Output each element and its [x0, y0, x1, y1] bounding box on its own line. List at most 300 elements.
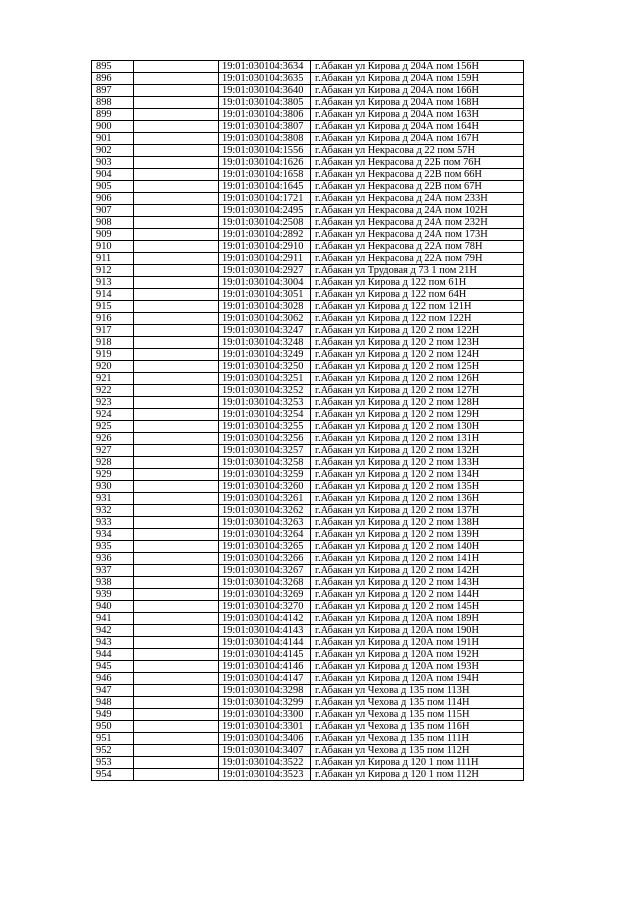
cadastral-number-cell: 19:01:030104:1626	[219, 157, 311, 169]
cadastral-number-cell: 19:01:030104:3263	[219, 517, 311, 529]
table-row	[92, 373, 524, 385]
cadastral-number-cell: 19:01:030104:3808	[219, 133, 311, 145]
row-number-cell: 925	[92, 421, 134, 433]
cadastral-number-cell: 19:01:030104:3248	[219, 337, 311, 349]
empty-cell	[134, 157, 219, 169]
empty-cell	[134, 745, 219, 757]
address-cell: г.Абакан ул Кирова д 120 2 пом 122Н	[311, 325, 524, 337]
row-number-cell: 922	[92, 385, 134, 397]
address-cell: г.Абакан ул Некрасова д 24А пом 173Н	[311, 229, 524, 241]
row-number-cell: 906	[92, 193, 134, 205]
row-number-cell: 952	[92, 745, 134, 757]
empty-cell	[134, 205, 219, 217]
address-cell: г.Абакан ул Чехова д 135 пом 113Н	[311, 685, 524, 697]
cadastral-number-cell: 19:01:030104:3004	[219, 277, 311, 289]
cadastral-number-cell: 19:01:030104:3267	[219, 565, 311, 577]
address-cell: г.Абакан ул Кирова д 120А пом 192Н	[311, 649, 524, 661]
cadastral-number-cell: 19:01:030104:3264	[219, 529, 311, 541]
row-number-cell: 941	[92, 613, 134, 625]
cadastral-number-cell: 19:01:030104:3270	[219, 601, 311, 613]
address-cell: г.Абакан ул Кирова д 120 2 пом 140Н	[311, 541, 524, 553]
row-number-cell: 935	[92, 541, 134, 553]
row-number-cell: 950	[92, 721, 134, 733]
row-number-cell: 899	[92, 109, 134, 121]
cadastral-number-cell: 19:01:030104:3253	[219, 397, 311, 409]
cadastral-number-cell: 19:01:030104:3258	[219, 457, 311, 469]
row-number-cell: 954	[92, 769, 134, 781]
cadastral-number-cell: 19:01:030104:2911	[219, 253, 311, 265]
table-row	[92, 361, 524, 373]
empty-cell	[134, 769, 219, 781]
row-number-cell: 914	[92, 289, 134, 301]
address-cell: г.Абакан ул Кирова д 120 2 пом 128Н	[311, 397, 524, 409]
address-cell: г.Абакан ул Кирова д 120 2 пом 143Н	[311, 577, 524, 589]
address-cell: г.Абакан ул Некрасова д 22Б пом 76Н	[311, 157, 524, 169]
cadastral-number-cell: 19:01:030104:3266	[219, 553, 311, 565]
cadastral-number-cell: 19:01:030104:2508	[219, 217, 311, 229]
row-number-cell: 930	[92, 481, 134, 493]
row-number-cell: 915	[92, 301, 134, 313]
table-row	[92, 685, 524, 697]
address-cell: г.Абакан ул Некрасова д 24А пом 102Н	[311, 205, 524, 217]
address-cell: г.Абакан ул Кирова д 122 пом 121Н	[311, 301, 524, 313]
empty-cell	[134, 661, 219, 673]
table-row	[92, 241, 524, 253]
table-row	[92, 301, 524, 313]
empty-cell	[134, 493, 219, 505]
address-cell: г.Абакан ул Чехова д 135 пом 116Н	[311, 721, 524, 733]
row-number-cell: 920	[92, 361, 134, 373]
address-cell: г.Абакан ул Кирова д 120 2 пом 139Н	[311, 529, 524, 541]
cadastral-number-cell: 19:01:030104:3807	[219, 121, 311, 133]
empty-cell	[134, 553, 219, 565]
empty-cell	[134, 457, 219, 469]
row-number-cell: 926	[92, 433, 134, 445]
address-cell: г.Абакан ул Некрасова д 22А пом 78Н	[311, 241, 524, 253]
row-number-cell: 905	[92, 181, 134, 193]
cadastral-number-cell: 19:01:030104:3634	[219, 61, 311, 73]
address-cell: г.Абакан ул Кирова д 120 2 пом 131Н	[311, 433, 524, 445]
row-number-cell: 903	[92, 157, 134, 169]
table-row	[92, 109, 524, 121]
address-cell: г.Абакан ул Кирова д 120 2 пом 136Н	[311, 493, 524, 505]
empty-cell	[134, 61, 219, 73]
table-row	[92, 217, 524, 229]
row-number-cell: 904	[92, 169, 134, 181]
row-number-cell: 921	[92, 373, 134, 385]
cadastral-number-cell: 19:01:030104:4144	[219, 637, 311, 649]
empty-cell	[134, 373, 219, 385]
empty-cell	[134, 637, 219, 649]
cadastral-number-cell: 19:01:030104:3247	[219, 325, 311, 337]
cadastral-number-cell: 19:01:030104:3028	[219, 301, 311, 313]
table-row	[92, 397, 524, 409]
empty-cell	[134, 325, 219, 337]
empty-cell	[134, 445, 219, 457]
empty-cell	[134, 145, 219, 157]
address-cell: г.Абакан ул Кирова д 204А пом 159Н	[311, 73, 524, 85]
row-number-cell: 933	[92, 517, 134, 529]
address-cell: г.Абакан ул Чехова д 135 пом 115Н	[311, 709, 524, 721]
empty-cell	[134, 673, 219, 685]
row-number-cell: 916	[92, 313, 134, 325]
address-cell: г.Абакан ул Некрасова д 24А пом 233Н	[311, 193, 524, 205]
address-cell: г.Абакан ул Кирова д 120 2 пом 132Н	[311, 445, 524, 457]
address-cell: г.Абакан ул Некрасова д 24А пом 232Н	[311, 217, 524, 229]
address-cell: г.Абакан ул Кирова д 120 2 пом 125Н	[311, 361, 524, 373]
row-number-cell: 913	[92, 277, 134, 289]
table-row	[92, 637, 524, 649]
table-row	[92, 85, 524, 97]
address-cell: г.Абакан ул Трудовая д 73 1 пом 21Н	[311, 265, 524, 277]
row-number-cell: 902	[92, 145, 134, 157]
table-row	[92, 169, 524, 181]
table-row	[92, 565, 524, 577]
cadastral-number-cell: 19:01:030104:3301	[219, 721, 311, 733]
cadastral-number-cell: 19:01:030104:3299	[219, 697, 311, 709]
address-cell: г.Абакан ул Кирова д 204А пом 163Н	[311, 109, 524, 121]
address-cell: г.Абакан ул Кирова д 120 1 пом 111Н	[311, 757, 524, 769]
address-cell: г.Абакан ул Кирова д 204А пом 168Н	[311, 97, 524, 109]
cadastral-number-cell: 19:01:030104:3269	[219, 589, 311, 601]
empty-cell	[134, 253, 219, 265]
empty-cell	[134, 385, 219, 397]
table-row	[92, 277, 524, 289]
table-row	[92, 181, 524, 193]
row-number-cell: 929	[92, 469, 134, 481]
address-cell: г.Абакан ул Кирова д 120 2 пом 129Н	[311, 409, 524, 421]
table-row	[92, 733, 524, 745]
row-number-cell: 896	[92, 73, 134, 85]
row-number-cell: 908	[92, 217, 134, 229]
address-cell: г.Абакан ул Кирова д 120 2 пом 130Н	[311, 421, 524, 433]
table-row	[92, 625, 524, 637]
row-number-cell: 939	[92, 589, 134, 601]
table-row	[92, 469, 524, 481]
empty-cell	[134, 265, 219, 277]
row-number-cell: 953	[92, 757, 134, 769]
empty-cell	[134, 85, 219, 97]
table-row	[92, 517, 524, 529]
row-number-cell: 898	[92, 97, 134, 109]
empty-cell	[134, 217, 219, 229]
empty-cell	[134, 133, 219, 145]
cadastral-number-cell: 19:01:030104:3256	[219, 433, 311, 445]
address-cell: г.Абакан ул Кирова д 120 2 пом 144Н	[311, 589, 524, 601]
table-row	[92, 121, 524, 133]
table-row	[92, 745, 524, 757]
cadastral-number-cell: 19:01:030104:3255	[219, 421, 311, 433]
address-cell: г.Абакан ул Некрасова д 22В пом 66Н	[311, 169, 524, 181]
address-cell: г.Абакан ул Кирова д 120А пом 193Н	[311, 661, 524, 673]
empty-cell	[134, 277, 219, 289]
row-number-cell: 919	[92, 349, 134, 361]
address-cell: г.Абакан ул Кирова д 204А пом 167Н	[311, 133, 524, 145]
empty-cell	[134, 409, 219, 421]
address-cell: г.Абакан ул Кирова д 120 2 пом 124Н	[311, 349, 524, 361]
property-table	[91, 60, 524, 781]
empty-cell	[134, 697, 219, 709]
table-row	[92, 73, 524, 85]
address-cell: г.Абакан ул Чехова д 135 пом 111Н	[311, 733, 524, 745]
empty-cell	[134, 649, 219, 661]
table-row	[92, 205, 524, 217]
cadastral-number-cell: 19:01:030104:3522	[219, 757, 311, 769]
address-cell: г.Абакан ул Кирова д 120 2 пом 127Н	[311, 385, 524, 397]
table-row	[92, 613, 524, 625]
row-number-cell: 928	[92, 457, 134, 469]
cadastral-number-cell: 19:01:030104:3260	[219, 481, 311, 493]
address-cell: г.Абакан ул Кирова д 120 1 пом 112Н	[311, 769, 524, 781]
address-cell: г.Абакан ул Кирова д 120А пом 191Н	[311, 637, 524, 649]
cadastral-number-cell: 19:01:030104:3407	[219, 745, 311, 757]
address-cell: г.Абакан ул Чехова д 135 пом 114Н	[311, 697, 524, 709]
empty-cell	[134, 541, 219, 553]
row-number-cell: 911	[92, 253, 134, 265]
table-row	[92, 157, 524, 169]
address-cell: г.Абакан ул Некрасова д 22 пом 57Н	[311, 145, 524, 157]
table-row	[92, 493, 524, 505]
row-number-cell: 948	[92, 697, 134, 709]
empty-cell	[134, 589, 219, 601]
table-row	[92, 481, 524, 493]
empty-cell	[134, 565, 219, 577]
table-row	[92, 265, 524, 277]
cadastral-number-cell: 19:01:030104:3635	[219, 73, 311, 85]
address-cell: г.Абакан ул Кирова д 122 пом 122Н	[311, 313, 524, 325]
address-cell: г.Абакан ул Кирова д 120 2 пом 123Н	[311, 337, 524, 349]
cadastral-number-cell: 19:01:030104:3640	[219, 85, 311, 97]
empty-cell	[134, 97, 219, 109]
cadastral-number-cell: 19:01:030104:2910	[219, 241, 311, 253]
row-number-cell: 927	[92, 445, 134, 457]
cadastral-number-cell: 19:01:030104:3806	[219, 109, 311, 121]
row-number-cell: 923	[92, 397, 134, 409]
empty-cell	[134, 289, 219, 301]
address-cell: г.Абакан ул Некрасова д 22А пом 79Н	[311, 253, 524, 265]
empty-cell	[134, 361, 219, 373]
row-number-cell: 945	[92, 661, 134, 673]
row-number-cell: 907	[92, 205, 134, 217]
row-number-cell: 901	[92, 133, 134, 145]
row-number-cell: 912	[92, 265, 134, 277]
address-cell: г.Абакан ул Кирова д 204А пом 166Н	[311, 85, 524, 97]
address-cell: г.Абакан ул Чехова д 135 пом 112Н	[311, 745, 524, 757]
cadastral-number-cell: 19:01:030104:2927	[219, 265, 311, 277]
empty-cell	[134, 397, 219, 409]
cadastral-number-cell: 19:01:030104:3254	[219, 409, 311, 421]
cadastral-number-cell: 19:01:030104:2892	[219, 229, 311, 241]
cadastral-number-cell: 19:01:030104:3523	[219, 769, 311, 781]
address-cell: г.Абакан ул Кирова д 204А пом 156Н	[311, 61, 524, 73]
table-row	[92, 709, 524, 721]
address-cell: г.Абакан ул Кирова д 120 2 пом 142Н	[311, 565, 524, 577]
row-number-cell: 924	[92, 409, 134, 421]
empty-cell	[134, 121, 219, 133]
table-row	[92, 589, 524, 601]
table-row	[92, 649, 524, 661]
empty-cell	[134, 109, 219, 121]
address-cell: г.Абакан ул Кирова д 204А пом 164Н	[311, 121, 524, 133]
table-row	[92, 697, 524, 709]
table-row	[92, 577, 524, 589]
cadastral-number-cell: 19:01:030104:3252	[219, 385, 311, 397]
empty-cell	[134, 505, 219, 517]
cadastral-number-cell: 19:01:030104:3051	[219, 289, 311, 301]
table-row	[92, 337, 524, 349]
cadastral-number-cell: 19:01:030104:3257	[219, 445, 311, 457]
row-number-cell: 937	[92, 565, 134, 577]
table-row	[92, 61, 524, 73]
row-number-cell: 946	[92, 673, 134, 685]
cadastral-number-cell: 19:01:030104:3298	[219, 685, 311, 697]
empty-cell	[134, 229, 219, 241]
cadastral-number-cell: 19:01:030104:1721	[219, 193, 311, 205]
cadastral-number-cell: 19:01:030104:3406	[219, 733, 311, 745]
empty-cell	[134, 181, 219, 193]
empty-cell	[134, 625, 219, 637]
property-table-body	[92, 61, 524, 781]
row-number-cell: 938	[92, 577, 134, 589]
row-number-cell: 931	[92, 493, 134, 505]
cadastral-number-cell: 19:01:030104:3261	[219, 493, 311, 505]
row-number-cell: 947	[92, 685, 134, 697]
table-row	[92, 505, 524, 517]
table-row	[92, 133, 524, 145]
row-number-cell: 934	[92, 529, 134, 541]
address-cell: г.Абакан ул Кирова д 120 2 пом 137Н	[311, 505, 524, 517]
table-row	[92, 553, 524, 565]
address-cell: г.Абакан ул Кирова д 120 2 пом 135Н	[311, 481, 524, 493]
empty-cell	[134, 613, 219, 625]
address-cell: г.Абакан ул Кирова д 122 пом 64Н	[311, 289, 524, 301]
table-row	[92, 193, 524, 205]
table-row	[92, 721, 524, 733]
cadastral-number-cell: 19:01:030104:1645	[219, 181, 311, 193]
row-number-cell: 909	[92, 229, 134, 241]
empty-cell	[134, 517, 219, 529]
table-row	[92, 289, 524, 301]
row-number-cell: 918	[92, 337, 134, 349]
table-row	[92, 673, 524, 685]
table-row	[92, 457, 524, 469]
cadastral-number-cell: 19:01:030104:3300	[219, 709, 311, 721]
table-row	[92, 145, 524, 157]
empty-cell	[134, 529, 219, 541]
address-cell: г.Абакан ул Кирова д 120А пом 189Н	[311, 613, 524, 625]
empty-cell	[134, 349, 219, 361]
address-cell: г.Абакан ул Кирова д 120 2 пом 141Н	[311, 553, 524, 565]
cadastral-number-cell: 19:01:030104:3265	[219, 541, 311, 553]
table-row	[92, 601, 524, 613]
row-number-cell: 951	[92, 733, 134, 745]
empty-cell	[134, 733, 219, 745]
row-number-cell: 936	[92, 553, 134, 565]
empty-cell	[134, 337, 219, 349]
cadastral-number-cell: 19:01:030104:1658	[219, 169, 311, 181]
empty-cell	[134, 757, 219, 769]
empty-cell	[134, 301, 219, 313]
table-row	[92, 313, 524, 325]
cadastral-number-cell: 19:01:030104:3268	[219, 577, 311, 589]
row-number-cell: 949	[92, 709, 134, 721]
cadastral-number-cell: 19:01:030104:3062	[219, 313, 311, 325]
row-number-cell: 944	[92, 649, 134, 661]
empty-cell	[134, 169, 219, 181]
row-number-cell: 900	[92, 121, 134, 133]
table-row	[92, 433, 524, 445]
address-cell: г.Абакан ул Кирова д 120 2 пом 126Н	[311, 373, 524, 385]
address-cell: г.Абакан ул Кирова д 120 2 пом 145Н	[311, 601, 524, 613]
cadastral-number-cell: 19:01:030104:4145	[219, 649, 311, 661]
empty-cell	[134, 193, 219, 205]
empty-cell	[134, 481, 219, 493]
table-row	[92, 229, 524, 241]
table-row	[92, 385, 524, 397]
table-row	[92, 757, 524, 769]
table-row	[92, 421, 524, 433]
row-number-cell: 895	[92, 61, 134, 73]
empty-cell	[134, 73, 219, 85]
row-number-cell: 942	[92, 625, 134, 637]
address-cell: г.Абакан ул Кирова д 120А пом 190Н	[311, 625, 524, 637]
cadastral-number-cell: 19:01:030104:1556	[219, 145, 311, 157]
row-number-cell: 910	[92, 241, 134, 253]
address-cell: г.Абакан ул Кирова д 120А пом 194Н	[311, 673, 524, 685]
table-row	[92, 253, 524, 265]
table-row	[92, 541, 524, 553]
table-row	[92, 349, 524, 361]
table-row	[92, 445, 524, 457]
empty-cell	[134, 577, 219, 589]
empty-cell	[134, 685, 219, 697]
table-row	[92, 409, 524, 421]
empty-cell	[134, 421, 219, 433]
row-number-cell: 897	[92, 85, 134, 97]
cadastral-number-cell: 19:01:030104:4147	[219, 673, 311, 685]
cadastral-number-cell: 19:01:030104:3262	[219, 505, 311, 517]
cadastral-number-cell: 19:01:030104:4142	[219, 613, 311, 625]
empty-cell	[134, 601, 219, 613]
cadastral-number-cell: 19:01:030104:3805	[219, 97, 311, 109]
cadastral-number-cell: 19:01:030104:4143	[219, 625, 311, 637]
table-row	[92, 325, 524, 337]
empty-cell	[134, 721, 219, 733]
cadastral-number-cell: 19:01:030104:2495	[219, 205, 311, 217]
empty-cell	[134, 241, 219, 253]
address-cell: г.Абакан ул Кирова д 120 2 пом 138Н	[311, 517, 524, 529]
cadastral-number-cell: 19:01:030104:3249	[219, 349, 311, 361]
cadastral-number-cell: 19:01:030104:4146	[219, 661, 311, 673]
row-number-cell: 940	[92, 601, 134, 613]
empty-cell	[134, 709, 219, 721]
empty-cell	[134, 469, 219, 481]
table-row	[92, 661, 524, 673]
address-cell: г.Абакан ул Кирова д 120 2 пом 134Н	[311, 469, 524, 481]
empty-cell	[134, 433, 219, 445]
address-cell: г.Абакан ул Кирова д 122 пом 61Н	[311, 277, 524, 289]
table-row	[92, 529, 524, 541]
row-number-cell: 943	[92, 637, 134, 649]
empty-cell	[134, 313, 219, 325]
cadastral-number-cell: 19:01:030104:3250	[219, 361, 311, 373]
address-cell: г.Абакан ул Некрасова д 22В пом 67Н	[311, 181, 524, 193]
cadastral-number-cell: 19:01:030104:3251	[219, 373, 311, 385]
cadastral-number-cell: 19:01:030104:3259	[219, 469, 311, 481]
address-cell: г.Абакан ул Кирова д 120 2 пом 133Н	[311, 457, 524, 469]
table-row	[92, 97, 524, 109]
row-number-cell: 917	[92, 325, 134, 337]
